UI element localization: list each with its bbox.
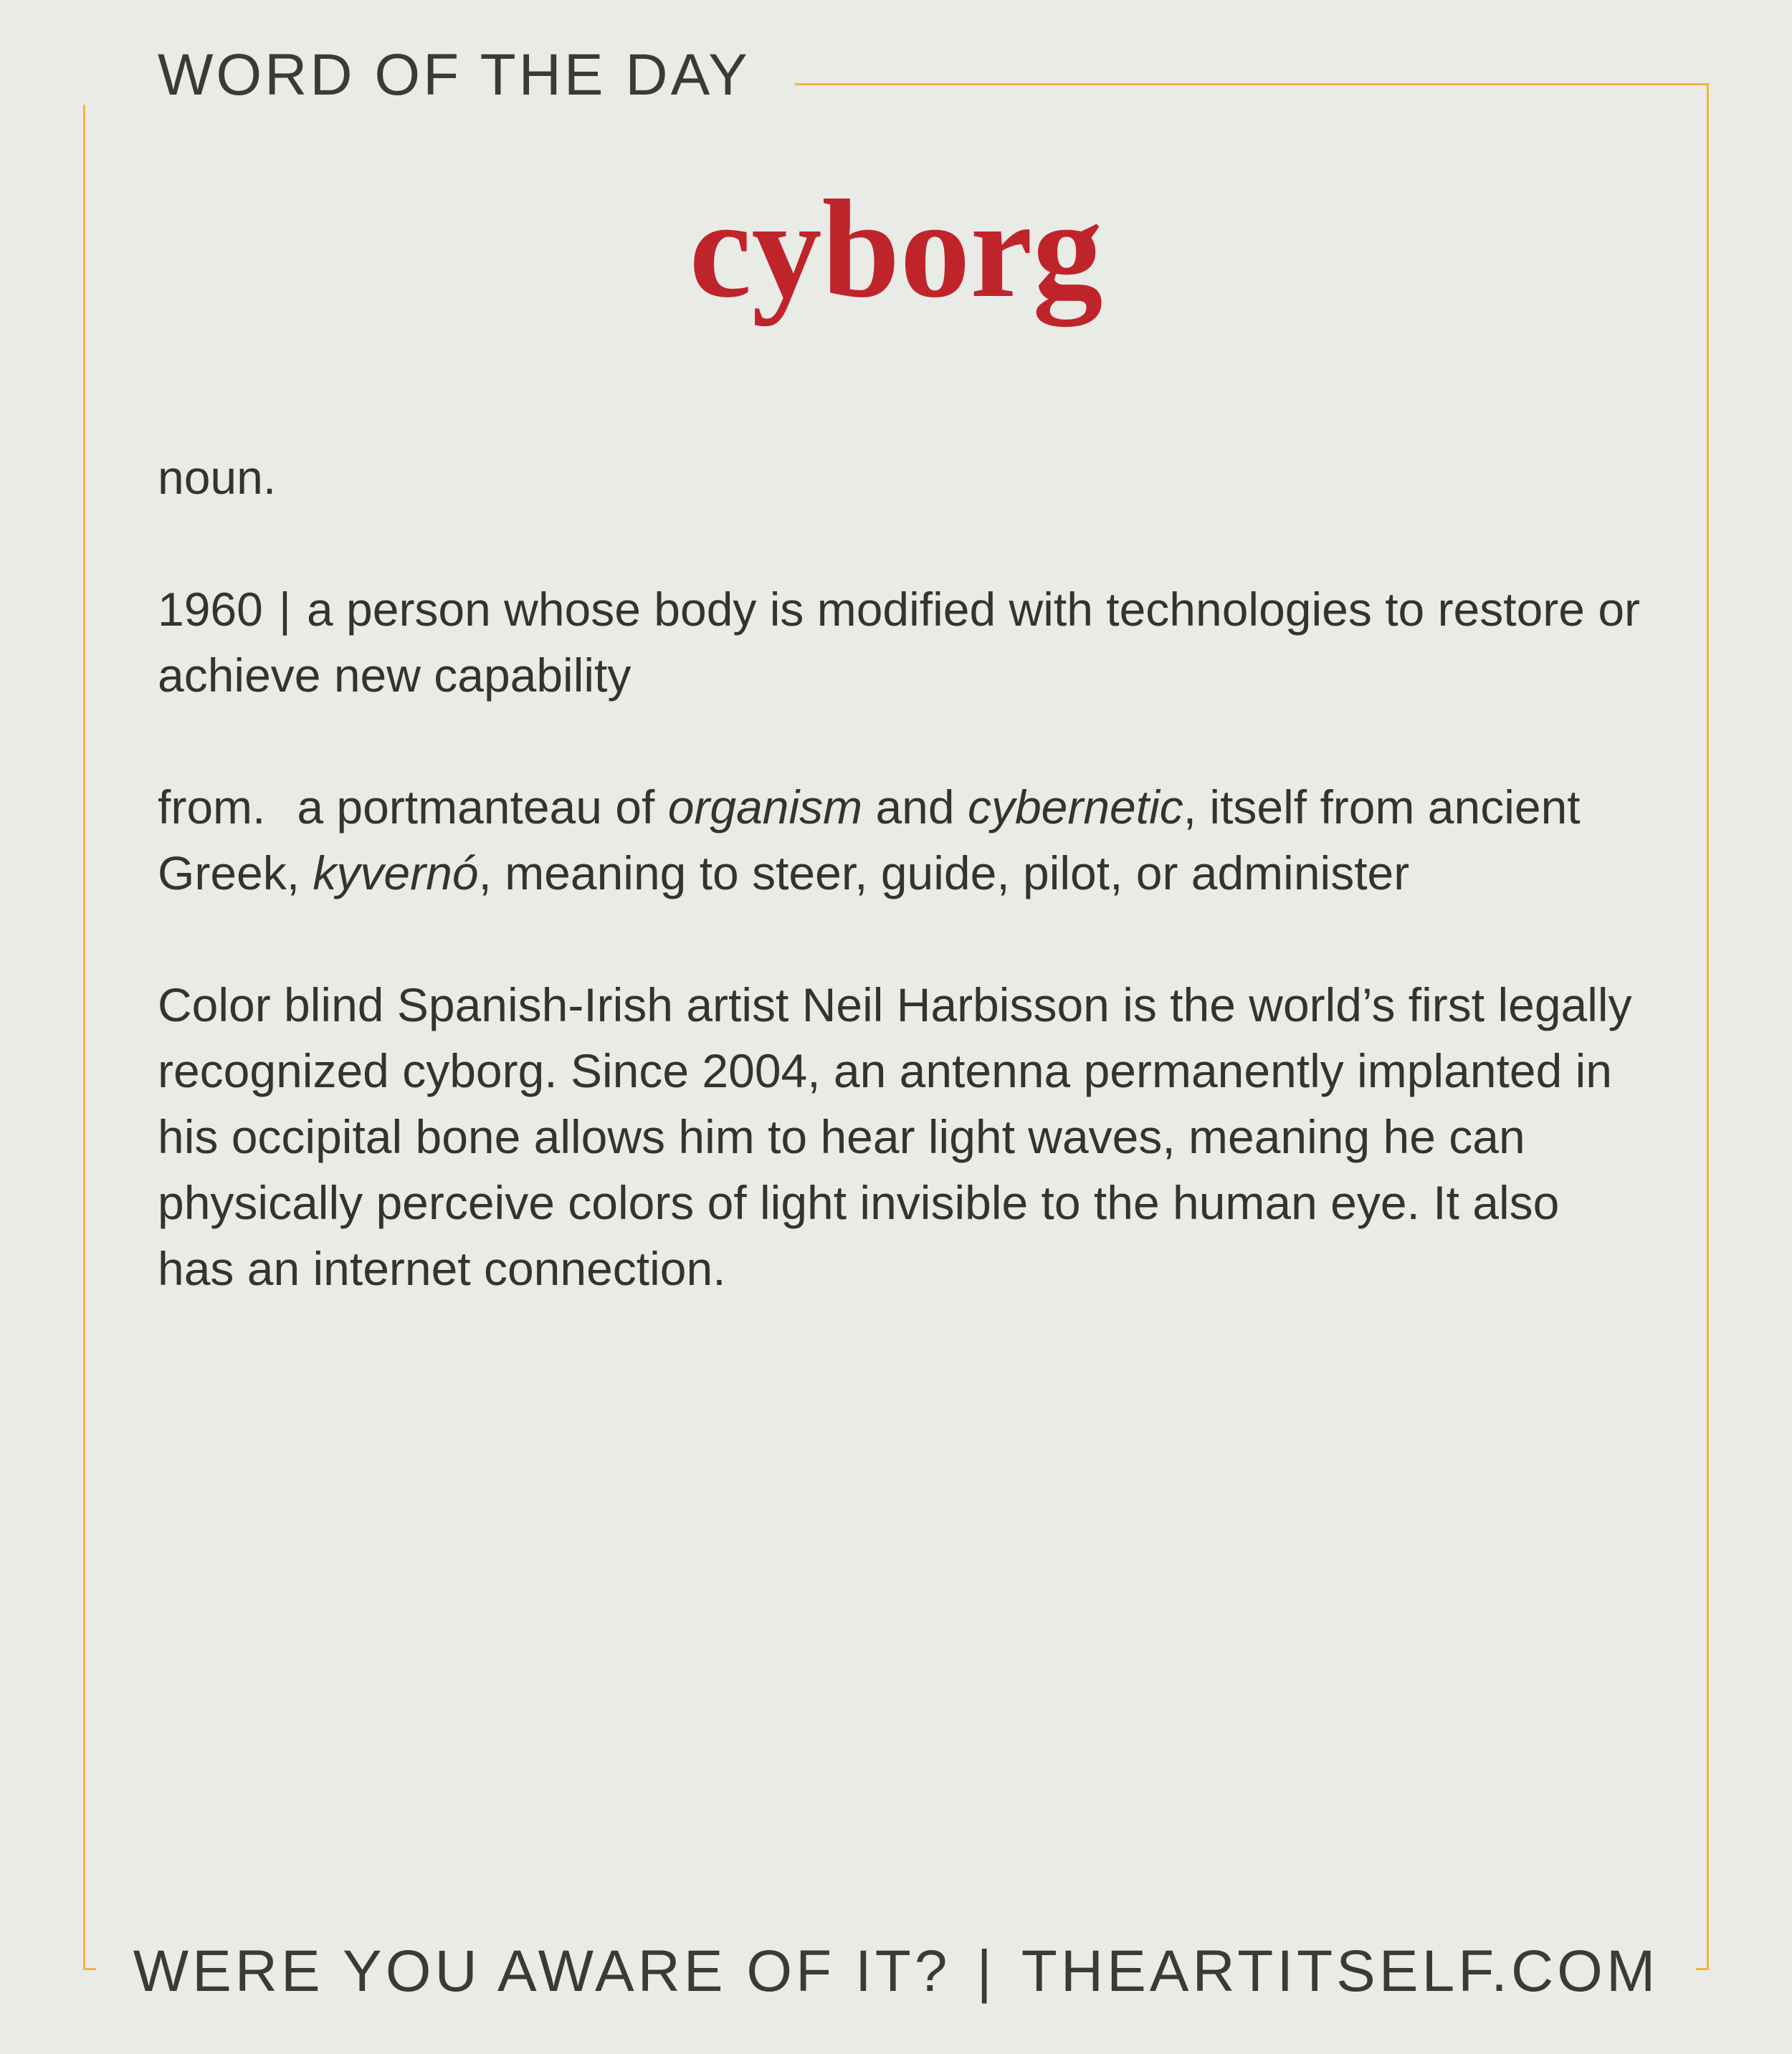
etymology-term-cybernetic: cybernetic	[967, 780, 1183, 833]
part-of-speech: noun.	[158, 451, 277, 504]
footer-question: WERE YOU AWARE OF IT?	[133, 1939, 951, 2004]
etymology-term-kyverno: kyvernó	[313, 846, 479, 899]
definition-text: a person whose body is modified with technologies to restore or achieve new capability	[158, 583, 1641, 702]
footer	[0, 1939, 1792, 2004]
footer-separator: |	[976, 1939, 996, 2004]
definition-paragraph	[158, 576, 1649, 708]
definition-separator: |	[278, 583, 291, 636]
definition-year: 1960	[158, 583, 263, 636]
etymology-term-organism: organism	[667, 780, 863, 833]
etymology-text-1: a portmanteau of	[297, 780, 668, 833]
eyebrow-title: WORD OF THE DAY	[83, 46, 795, 105]
etymology-text-3: , itself from ancient Greek,	[158, 780, 1581, 899]
note-paragraph: Color blind Spanish-Irish artist Neil Harbisson is the world’s first legally recognized cyborg. Since 2004, an antenna permanently implanted in his occipital bone allows him to hear light waves, meaning he can physically perceive colors of light invisible to the human eye. It also has an internet connection.	[158, 978, 1632, 1295]
etymology-text-2: and	[862, 780, 968, 833]
headword: cyborg	[689, 171, 1103, 327]
entry-content	[158, 444, 1649, 1367]
etymology-text-4: , meaning to steer, guide, pilot, or administer	[478, 846, 1410, 899]
footer-text	[96, 1939, 1697, 2004]
etymology-label: from.	[158, 780, 266, 833]
etymology-paragraph	[158, 774, 1649, 906]
footer-site-link[interactable]: THEARTITSELF.COM	[1021, 1939, 1659, 2004]
